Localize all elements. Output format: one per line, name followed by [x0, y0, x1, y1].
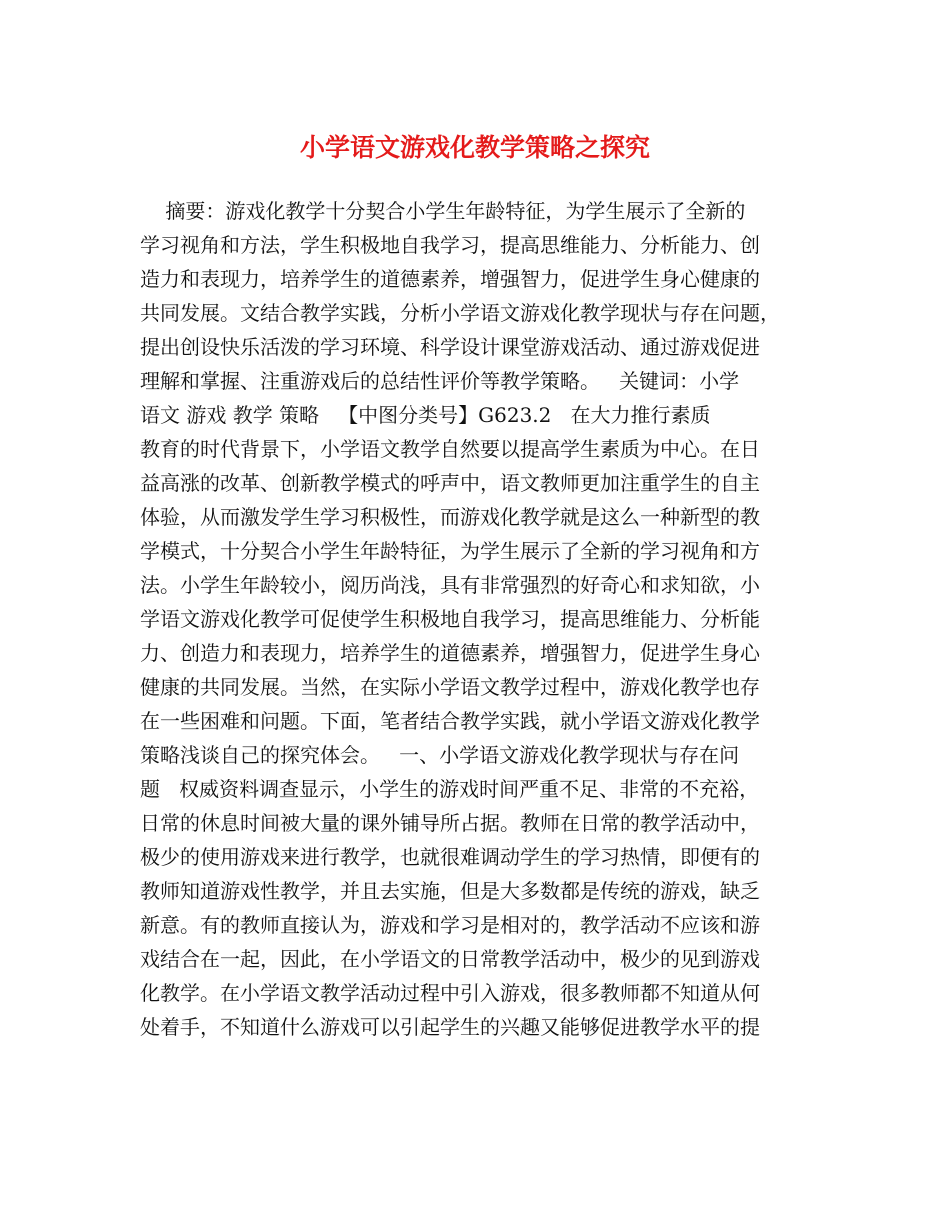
body-line: 提出创设快乐活泼的学习环境、科学设计课堂游戏活动、通过游戏促进 — [140, 335, 760, 359]
body-line: 学模式，十分契合小学生年龄特征，为学生展示了全新的学习视角和方 — [140, 539, 760, 563]
body-line: 教师知道游戏性教学，并且去实施，但是大多数都是传统的游戏，缺乏 — [140, 879, 760, 903]
body-line: 学语文游戏化教学可促使学生积极地自我学习，提高思维能力、分析能 — [140, 607, 760, 631]
body-line: 摘要：游戏化教学十分契合小学生年龄特征，为学生展示了全新的 — [140, 199, 746, 223]
body-line: 戏结合在一起，因此，在小学语文的日常教学活动中，极少的见到游戏 — [140, 947, 760, 971]
body-line: 健康的共同发展。当然，在实际小学语文教学过程中，游戏化教学也存 — [140, 675, 760, 699]
document-body — [140, 194, 820, 1044]
body-line: 共同发展。文结合教学实践，分析小学语文游戏化教学现状与存在问题， — [140, 301, 780, 325]
body-line: 在一些困难和问题。下面，笔者结合教学实践，就小学语文游戏化教学 — [140, 709, 760, 733]
body-line: 力、创造力和表现力，培养学生的道德素养，增强智力，促进学生身心 — [140, 641, 760, 665]
body-line: 策略浅谈自己的探究体会。 一、小学语文游戏化教学现状与存在问 — [140, 743, 740, 767]
body-line: 语文 游戏 教学 策略 【中图分类号】G623.2 在大力推行素质 — [140, 403, 711, 427]
document-title: 小学语文游戏化教学策略之探究 — [299, 133, 650, 162]
body-line: 法。小学生年龄较小，阅历尚浅，具有非常强烈的好奇心和求知欲，小 — [140, 573, 760, 597]
body-line: 日常的休息时间被大量的课外铺导所占据。教师在日常的教学活动中， — [140, 811, 760, 835]
body-line: 理解和掌握、注重游戏后的总结性评价等教学策略。 关键词：小学 — [140, 369, 740, 393]
body-line: 化教学。在小学语文教学活动过程中引入游戏，很多教师都不知道从何 — [140, 981, 760, 1005]
body-line: 教育的时代背景下，小学语文教学自然要以提高学生素质为中心。在日 — [140, 437, 760, 461]
body-line: 造力和表现力，培养学生的道德素养，增强智力，促进学生身心健康的 — [140, 267, 760, 291]
body-line: 益高涨的改革、创新教学模式的呼声中，语文教师更加注重学生的自主 — [140, 471, 760, 495]
body-line: 学习视角和方法，学生积极地自我学习，提高思维能力、分析能力、创 — [140, 233, 760, 257]
body-line: 极少的使用游戏来进行教学，也就很难调动学生的学习热情，即便有的 — [140, 845, 760, 869]
body-line: 新意。有的教师直接认为，游戏和学习是相对的，教学活动不应该和游 — [140, 913, 760, 937]
body-line: 处着手，不知道什么游戏可以引起学生的兴趣又能够促进教学水平的提 — [140, 1015, 760, 1039]
body-line: 体验，从而激发学生学习积极性，而游戏化教学就是这么一种新型的教 — [140, 505, 760, 529]
body-line: 题 权威资料调查显示，小学生的游戏时间严重不足、非常的不充裕， — [140, 777, 760, 801]
